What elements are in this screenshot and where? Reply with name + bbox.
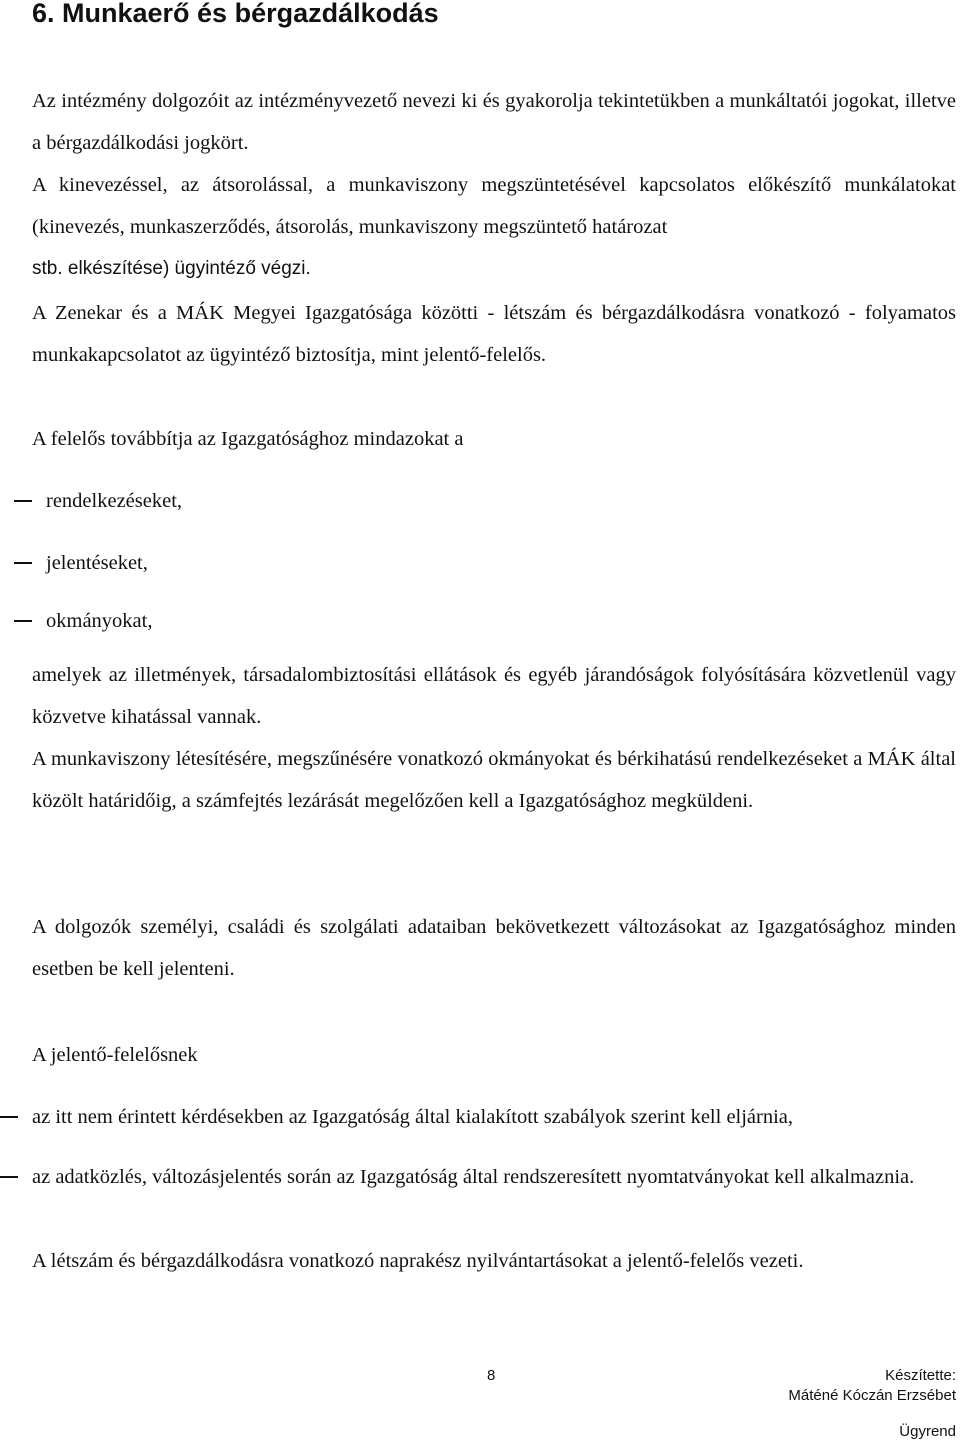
footer-author-label: Készítette: (885, 1367, 956, 1384)
paragraph-deadline: A munkaviszony létesítésére, megszűnésére vonatkozó okmányokat és bérkihatású rendelkezéseket a MÁK által közölt határidőig, a számfejtés lezárását megelőzően kell a Igazgatósághoz megküldeni. (32, 748, 956, 812)
paragraph-mak-relations: A Zenekar és a MÁK Megyei Igazgatósága közötti - létszám és bérgazdálkodásra vonatkozó - folyamatos munkakapcsolatot az ügyintéző biztosítja, mint jelentő-felelős. (32, 302, 956, 366)
list-item-text: okmányokat, (46, 610, 153, 632)
section-heading: 6. Munkaerő és bérgazdálkodás (32, 0, 439, 28)
dash-bullet-icon (14, 500, 32, 502)
list-item-text: az adatközlés, változásjelentés során az Igazgatóság által rendszeresített nyomtatványokat kell alkalmaznia. (32, 1166, 915, 1188)
dash-bullet-icon (14, 562, 32, 564)
paragraph-preparatory-work-end: stb. elkészítése) ügyintéző végzi. (32, 258, 311, 279)
dash-bullet-icon (0, 1176, 18, 1178)
footer-author-name: Máténé Kóczán Erzsébet (788, 1387, 956, 1404)
footer-document-type: Ügyrend (899, 1423, 956, 1440)
paragraph-employer-rights: Az intézmény dolgozóit az intézményvezető nevezi ki és gyakorolja tekintetükben a munkáltatói jogokat, illetve a bérgazdálkodási jogkört. (32, 90, 956, 154)
list-item-text: rendelkezéseket, (46, 490, 183, 512)
paragraph-responsible-intro: A jelentő-felelősnek (32, 1044, 198, 1066)
paragraph-affected-documents: amelyek az illetmények, társadalombiztosítási ellátások és egyéb járandóságok folyósítására közvetlenül vagy közvetve kihatással vannak. (32, 664, 956, 728)
paragraph-forwarding-intro: A felelős továbbítja az Igazgatósághoz mindazokat a (32, 428, 464, 450)
list-item (32, 1156, 956, 1198)
list-item-text: az itt nem érintett kérdésekben az Igazgatóság által kialakított szabályok szerint kell eljárnia, (32, 1106, 794, 1128)
paragraph-records: A létszám és bérgazdálkodásra vonatkozó naprakész nyilvántartásokat a jelentő-felelős vezeti. (32, 1250, 804, 1272)
dash-bullet-icon (14, 620, 32, 622)
dash-bullet-icon (0, 1116, 18, 1118)
page-number: 8 (487, 1367, 496, 1384)
paragraph-personal-data-changes: A dolgozók személyi, családi és szolgálati adataiban bekövetkezett változásokat az Igazgatósághoz minden esetben be kell jelenteni. (32, 916, 956, 980)
paragraph-preparatory-work: A kinevezéssel, az átsorolással, a munkaviszony megszüntetésével kapcsolatos előkészítő munkálatokat (kinevezés, munkaszerződés, átsorolás, munkaviszony megszüntető határozat (32, 174, 956, 238)
list-item (32, 1096, 956, 1138)
list-item-text: jelentéseket, (46, 552, 148, 574)
